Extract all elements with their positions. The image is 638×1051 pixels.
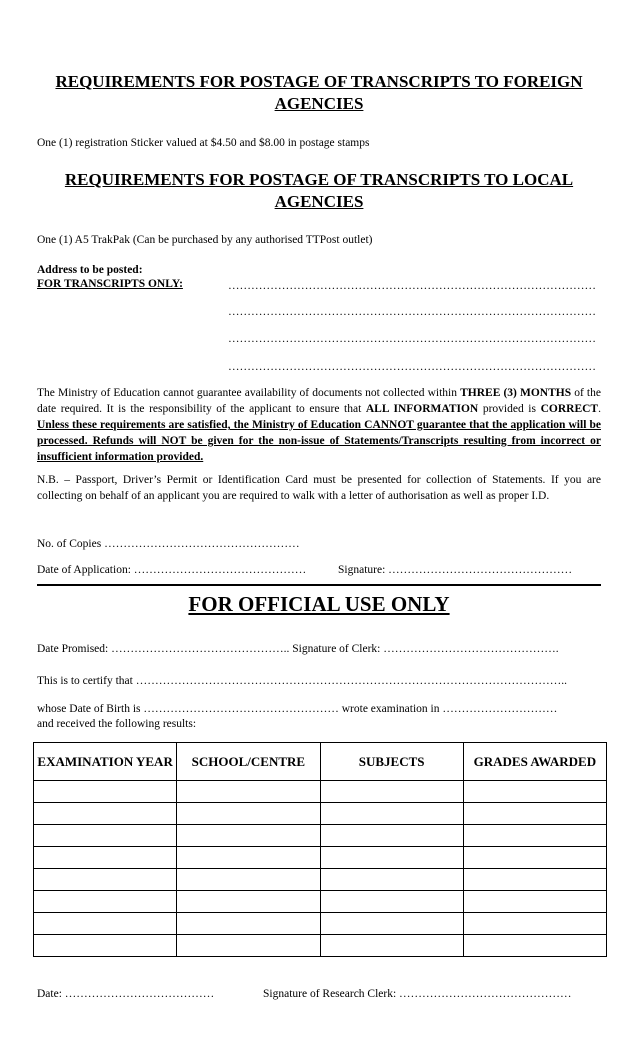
foreign-requirement-text: One (1) registration Sticker valued at $4.50 and $8.00 in postage stamps xyxy=(37,137,370,149)
results-intro: and received the following results: xyxy=(37,718,197,730)
copies-field[interactable]: No. of Copies …………………………………………… xyxy=(37,538,300,550)
table-cell[interactable] xyxy=(463,847,606,869)
table-row xyxy=(34,935,607,957)
table-cell[interactable] xyxy=(34,781,177,803)
table-cell[interactable] xyxy=(34,935,177,957)
research-clerk-signature-field[interactable]: Signature of Research Clerk: ……………………………………… xyxy=(263,988,572,1000)
table-cell[interactable] xyxy=(463,803,606,825)
table-row xyxy=(34,781,607,803)
table-cell[interactable] xyxy=(177,825,320,847)
transcripts-only-label: FOR TRANSCRIPTS ONLY: xyxy=(37,278,183,290)
table-cell[interactable] xyxy=(463,869,606,891)
refund-warning: Unless these requirements are satisfied, the Ministry of Education CANNOT guarantee that the application will be processed. Refunds will NOT be given for the non-issue of Statements/Transcripts resulting from incorrect or insufficient information provided. xyxy=(37,419,601,463)
table-row xyxy=(34,803,607,825)
address-line-3[interactable]: …………………………………………………………………………………… xyxy=(228,333,596,345)
column-examination-year: EXAMINATION YEAR xyxy=(34,743,177,781)
column-subjects: SUBJECTS xyxy=(320,743,463,781)
table-row xyxy=(34,825,607,847)
footer-date-field[interactable]: Date: ………………………………… xyxy=(37,988,215,1000)
date-promised-line[interactable]: Date Promised: ……………………………………….. Signature of Clerk: ………………………………………. xyxy=(37,643,559,655)
table-cell[interactable] xyxy=(320,847,463,869)
column-school-centre: SCHOOL/CENTRE xyxy=(177,743,320,781)
table-cell[interactable] xyxy=(34,803,177,825)
address-line-4[interactable]: …………………………………………………………………………………… xyxy=(228,361,596,373)
table-cell[interactable] xyxy=(463,891,606,913)
table-cell[interactable] xyxy=(34,869,177,891)
table-cell[interactable] xyxy=(34,825,177,847)
heading-local-agencies: REQUIREMENTS FOR POSTAGE OF TRANSCRIPTS TO LOCAL AGENCIES xyxy=(64,170,574,211)
table-cell[interactable] xyxy=(320,803,463,825)
nb-identification-note: N.B. – Passport, Driver’s Permit or Identification Card must be presented for collection of Statements. If you are collecting on behalf of an applicant you are required to walk with a letter of authorisation as well as proper I.D. xyxy=(37,474,601,502)
date-of-application-field[interactable]: Date of Application: ……………………………………… xyxy=(37,564,307,576)
results-body xyxy=(34,781,607,957)
table-row xyxy=(34,913,607,935)
table-cell[interactable] xyxy=(320,935,463,957)
table-cell[interactable] xyxy=(177,935,320,957)
column-grades-awarded: GRADES AWARDED xyxy=(463,743,606,781)
table-cell[interactable] xyxy=(177,891,320,913)
table-cell[interactable] xyxy=(34,891,177,913)
table-cell[interactable] xyxy=(177,781,320,803)
table-cell[interactable] xyxy=(463,935,606,957)
heading-foreign-agencies: REQUIREMENTS FOR POSTAGE OF TRANSCRIPTS TO FOREIGN AGENCIES xyxy=(55,72,583,113)
table-cell[interactable] xyxy=(320,869,463,891)
table-row xyxy=(34,847,607,869)
table-cell[interactable] xyxy=(34,847,177,869)
applicant-signature-field[interactable]: Signature: ………………………………………… xyxy=(338,564,573,576)
collection-notice: The Ministry of Education cannot guarantee availability of documents not collected within THREE (3) MONTHS of the date required. It is the responsibility of the applicant to ensure that ALL INFORMATION provided is CORRECT. Unless these requirements are satisfied, the Ministry of Education CANNOT guarantee that the application will be processed. Refunds will NOT be given for the non-issue of Statements/Transcripts resulting from incorrect or insufficient information provided. xyxy=(37,387,601,463)
table-cell[interactable] xyxy=(177,803,320,825)
results-table xyxy=(33,742,607,957)
table-cell[interactable] xyxy=(177,913,320,935)
table-cell[interactable] xyxy=(463,781,606,803)
address-line-2[interactable]: …………………………………………………………………………………… xyxy=(228,306,596,318)
table-cell[interactable] xyxy=(463,825,606,847)
local-requirement-text: One (1) A5 TrakPak (Can be purchased by any authorised TTPost outlet) xyxy=(37,234,373,246)
table-cell[interactable] xyxy=(177,847,320,869)
table-cell[interactable] xyxy=(320,913,463,935)
certify-line[interactable]: This is to certify that ………………………………………………………………………………………………….. xyxy=(37,675,567,687)
table-cell[interactable] xyxy=(34,913,177,935)
table-row xyxy=(34,891,607,913)
table-cell[interactable] xyxy=(463,913,606,935)
table-cell[interactable] xyxy=(320,781,463,803)
table-cell[interactable] xyxy=(177,869,320,891)
results-header-row xyxy=(34,743,607,781)
section-divider xyxy=(37,584,601,586)
official-use-heading: FOR OFFICIAL USE ONLY xyxy=(188,592,450,616)
table-row xyxy=(34,869,607,891)
table-cell[interactable] xyxy=(320,891,463,913)
address-label: Address to be posted: xyxy=(37,264,143,276)
address-line-1[interactable]: …………………………………………………………………………………… xyxy=(228,280,596,292)
table-cell[interactable] xyxy=(320,825,463,847)
date-of-birth-line[interactable]: whose Date of Birth is …………………………………………… wrote examination in ………………………… xyxy=(37,703,558,715)
